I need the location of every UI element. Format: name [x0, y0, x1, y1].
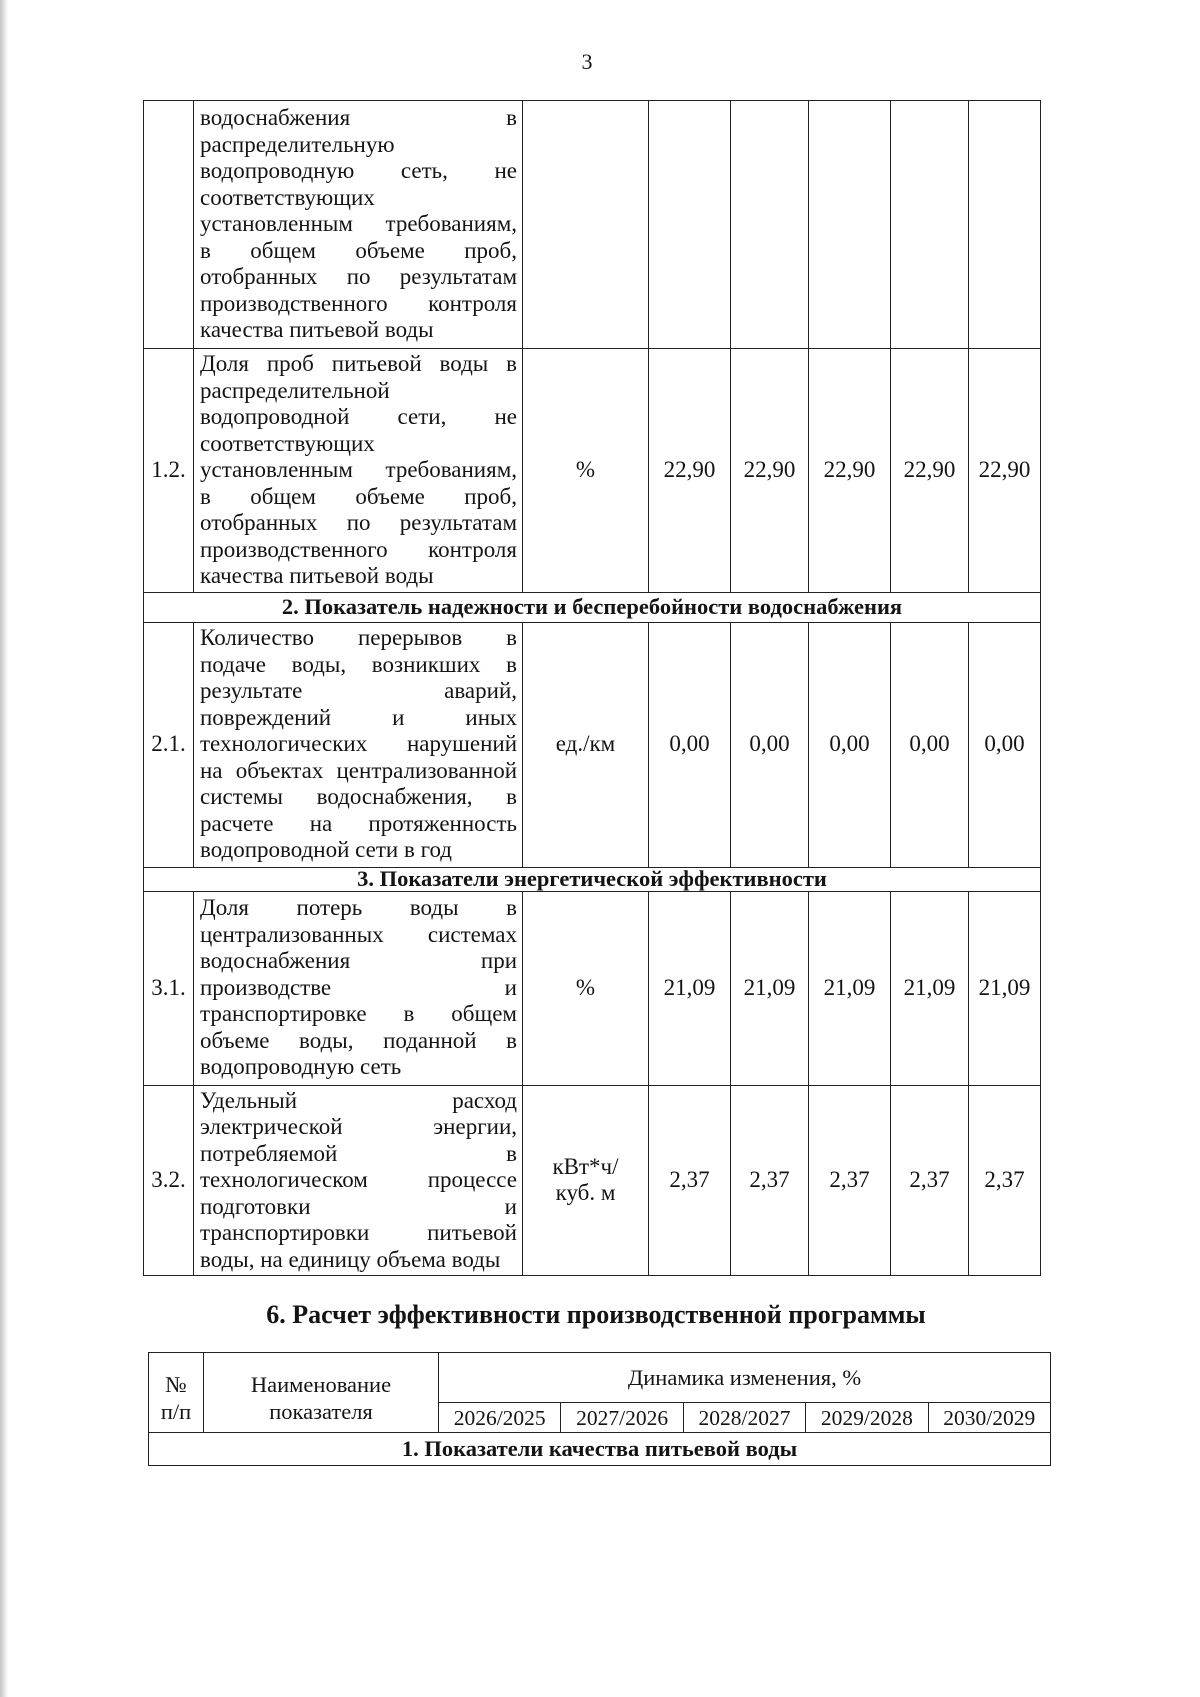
indicator-name-line: на объектах централизованной — [200, 757, 517, 783]
indicator-name-line: воды, на единицу объема воды — [200, 1246, 501, 1272]
indicator-name-line: соответствующих — [200, 430, 375, 456]
indicator-name-line: технологических нарушений — [200, 731, 517, 757]
indicator-name-line: качества питьевой воды — [200, 563, 434, 588]
indicator-name-line: подаче воды, возникших в — [200, 651, 517, 677]
value-cell: 0,00 — [809, 622, 891, 867]
number-column-header — [149, 1353, 204, 1433]
section-title: 1. Показатели качества питьевой воды — [149, 1433, 1051, 1466]
value-cell: 21,09 — [969, 891, 1041, 1085]
indicator-name-line: Доля проб питьевой воды в — [200, 351, 517, 376]
section-row — [149, 1433, 1051, 1466]
value-cell — [731, 101, 809, 349]
name-header-line: показателя — [269, 1398, 373, 1424]
table-row — [144, 101, 1041, 349]
indicator-name-line: расчете на протяженность — [200, 810, 517, 836]
value-cell: 2,37 — [649, 1085, 731, 1276]
indicator-name-line: повреждений и иных — [200, 704, 517, 730]
value-cell: 2,37 — [891, 1085, 969, 1276]
indicator-name-line: производственного контроля — [200, 536, 517, 562]
indicator-name-line: подготовки и — [200, 1193, 517, 1219]
dynamics-column-header: Динамика изменения, % — [439, 1353, 1051, 1403]
value-cell: 21,09 — [731, 891, 809, 1085]
value-cell: 2,37 — [731, 1085, 809, 1276]
indicator-name-line: водопроводную сеть, не — [200, 158, 517, 184]
indicator-name-line: водоснабжения в — [200, 105, 517, 131]
section-row — [144, 867, 1041, 891]
value-cell — [809, 101, 891, 349]
name-header-line: Наименование — [250, 1371, 392, 1397]
indicator-name-line: Количество перерывов в — [200, 625, 517, 651]
indicator-name-line: транспортировке в общем — [200, 1001, 517, 1027]
value-cell: 0,00 — [649, 622, 731, 867]
indicator-name-line: централизованных системах — [200, 921, 517, 947]
unit-line: % — [575, 974, 596, 1000]
indicator-name-line: отобранных по результатам — [200, 510, 517, 535]
table-row — [144, 622, 1041, 867]
value-cell: 21,09 — [649, 891, 731, 1085]
indicator-name — [194, 891, 523, 1085]
indicator-name-line: водопроводную сеть — [200, 1054, 402, 1080]
indicator-name-line: соответствующих — [200, 184, 375, 210]
value-cell: 0,00 — [969, 622, 1041, 867]
row-number — [144, 101, 194, 349]
indicator-name-line: системы водоснабжения, в — [200, 784, 517, 810]
value-cell: 2,37 — [809, 1085, 891, 1276]
indicator-name-line: технологическом процессе — [200, 1167, 517, 1192]
section-title: 2. Показатель надежности и бесперебойности водоснабжения — [144, 592, 1041, 622]
value-cell — [969, 101, 1041, 349]
value-cell: 21,09 — [891, 891, 969, 1085]
indicator-name-line: производстве и — [200, 974, 517, 1000]
unit-line: ед./км — [555, 731, 616, 757]
period-header: 2029/2028 — [806, 1403, 928, 1433]
value-cell: 22,90 — [891, 349, 969, 593]
indicator-name-line: водопроводной сети в год — [200, 837, 452, 863]
unit-cell — [523, 349, 649, 593]
efficiency-table — [148, 1352, 1051, 1466]
indicator-name-line: установленным требованиям, — [200, 211, 517, 237]
indicator-name-line: отобранных по результатам — [200, 264, 517, 290]
unit-cell — [523, 1085, 649, 1276]
period-header: 2030/2029 — [928, 1403, 1050, 1433]
indicator-name-line: электрической энергии, — [200, 1114, 517, 1139]
table-row — [144, 349, 1041, 593]
period-header: 2028/2027 — [683, 1403, 805, 1433]
unit-cell — [523, 101, 649, 349]
row-number: 1.2. — [144, 349, 194, 593]
indicator-name-line: Удельный расход — [200, 1087, 517, 1113]
section-heading: 6. Расчет эффективности производственной программы — [266, 1300, 926, 1329]
page-number: 3 — [581, 49, 593, 74]
indicator-name-line: распределительную — [200, 131, 395, 157]
indicator-name-line: в общем объеме проб, — [200, 483, 517, 509]
indicator-name — [194, 349, 523, 593]
value-cell — [891, 101, 969, 349]
indicator-name-line: потребляемой в — [200, 1140, 517, 1166]
value-cell: 22,90 — [649, 349, 731, 593]
indicator-name-line: водоснабжения при — [200, 948, 517, 974]
indicator-name-line: транспортировки питьевой — [200, 1220, 517, 1245]
indicator-name — [194, 101, 523, 349]
indicator-name-line: качества питьевой воды — [200, 317, 434, 343]
name-column-header — [204, 1353, 439, 1433]
value-cell: 0,00 — [891, 622, 969, 867]
table-row — [144, 891, 1041, 1085]
table-header-row — [149, 1353, 1051, 1403]
value-cell: 21,09 — [809, 891, 891, 1085]
unit-cell — [523, 622, 649, 867]
indicators-table — [143, 100, 1041, 1276]
value-cell: 22,90 — [731, 349, 809, 593]
unit-line: % — [575, 457, 596, 482]
row-number: 2.1. — [144, 622, 194, 867]
row-number: 3.1. — [144, 891, 194, 1085]
section-title: 3. Показатели энергетической эффективности — [144, 867, 1041, 891]
unit-line: куб. м — [555, 1180, 616, 1206]
value-cell: 2,37 — [969, 1085, 1041, 1276]
section-row — [144, 592, 1041, 622]
value-cell: 22,90 — [809, 349, 891, 593]
table-row — [144, 1085, 1041, 1276]
indicator-name-line: распределительной — [200, 377, 390, 403]
value-cell: 0,00 — [731, 622, 809, 867]
indicator-name-line: в общем объеме проб, — [200, 237, 517, 263]
indicator-name-line: объеме воды, поданной в — [200, 1027, 517, 1053]
indicator-name-line: Доля потерь воды в — [200, 895, 517, 921]
indicator-name-line: результате аварий, — [200, 678, 517, 704]
indicator-name-line: водопроводной сети, не — [200, 404, 517, 429]
row-number: 3.2. — [144, 1085, 194, 1276]
indicator-name — [194, 1085, 523, 1276]
number-header-line: № — [165, 1371, 187, 1397]
value-cell: 22,90 — [969, 349, 1041, 593]
period-header: 2027/2026 — [561, 1403, 683, 1433]
indicator-name-line: установленным требованиям, — [200, 457, 517, 482]
unit-line: кВт*ч/ — [552, 1153, 619, 1179]
indicator-name — [194, 622, 523, 867]
indicator-name-line: производственного контроля — [200, 290, 517, 316]
scan-edge — [0, 0, 8, 1697]
period-header: 2026/2025 — [439, 1403, 561, 1433]
number-header-line: п/п — [160, 1398, 192, 1424]
unit-cell — [523, 891, 649, 1085]
value-cell — [649, 101, 731, 349]
